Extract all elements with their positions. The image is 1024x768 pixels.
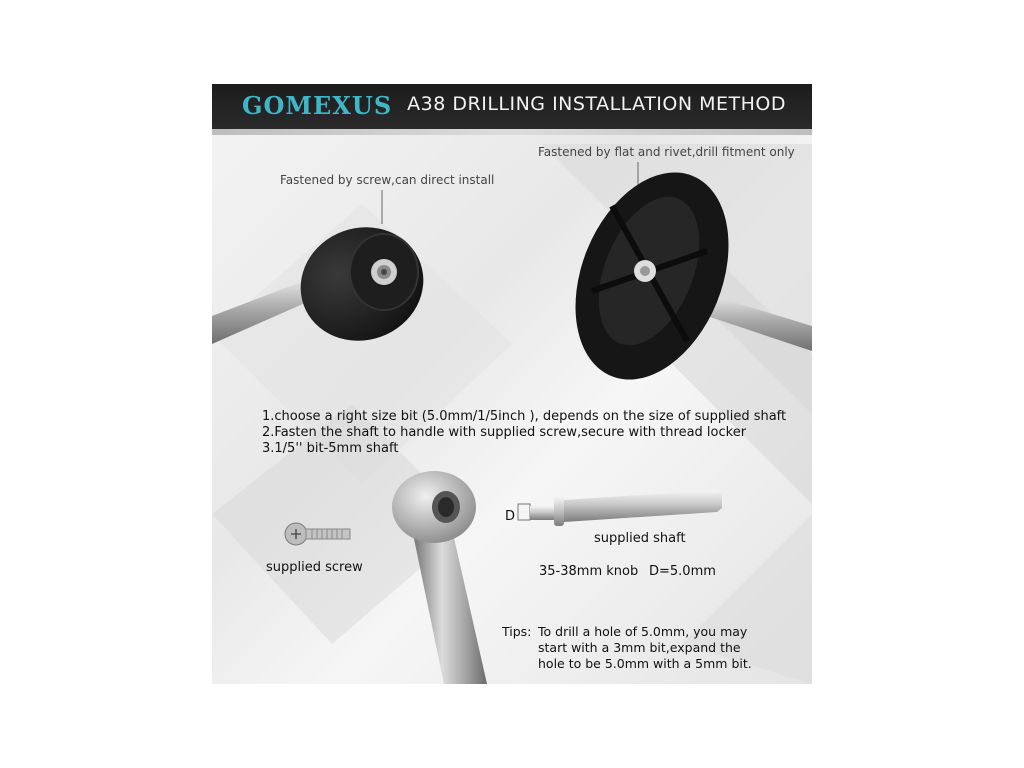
shaft-image: [512, 482, 732, 537]
screw-label: supplied screw: [266, 560, 363, 575]
diameter-label: D=5.0mm: [649, 564, 716, 579]
knob-size-label: 35-38mm knob: [539, 564, 639, 579]
knob-screw-fastened-image: [212, 204, 432, 374]
tips-line-3: hole to be 5.0mm with a 5mm bit.: [538, 656, 752, 671]
tips-block: [502, 624, 802, 674]
step-1: 1.choose a right size bit (5.0mm/1/5inch ), depends on the size of supplied shaft: [262, 409, 787, 424]
brand-logo: GOMEXUS: [242, 91, 393, 120]
step-3: 3.1/5'' bit-5mm shaft: [262, 441, 399, 456]
product-infographic: [212, 84, 812, 684]
step-2: 2.Fasten the shaft to handle with supplied screw,secure with thread locker: [262, 425, 747, 440]
page-title: A38 DRILLING INSTALLATION METHOD: [407, 93, 786, 115]
shaft-label: supplied shaft: [594, 531, 686, 546]
instruction-steps: [262, 409, 786, 457]
callout-screw-fastened: Fastened by screw,can direct install: [280, 173, 495, 187]
tips-line-2: start with a 3mm bit,expand the: [538, 640, 741, 655]
tips-label: Tips:: [502, 624, 532, 639]
tips-line-1: To drill a hole of 5.0mm, you may: [538, 624, 748, 639]
knob-rivet-fastened-image: [557, 166, 812, 386]
callout-rivet-fastened: Fastened by flat and rivet,drill fitment only: [538, 145, 795, 159]
screw-image: [282, 514, 357, 554]
handle-arm-image: [382, 469, 522, 684]
d-marker: D: [505, 509, 516, 524]
